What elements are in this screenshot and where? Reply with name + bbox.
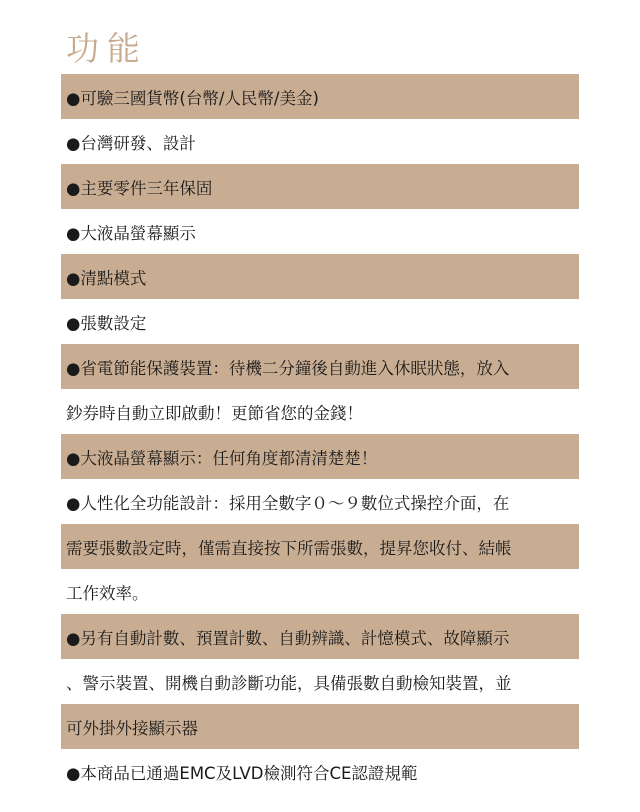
feature-row-auto-functions: ●另有自動計數、預置計數、自動辨識、計憶模式、故障顯示	[61, 614, 579, 659]
page-title: 功能	[66, 29, 148, 68]
feature-row-power-saving: ●省電節能保護裝置：待機二分鐘後自動進入休眠狀態，放入	[61, 344, 579, 389]
feature-row-auto-functions-cont: 、警示裝置、開機自動診斷功能，具備張數自動檢知裝置，並	[61, 659, 579, 704]
feature-row-ce-certification: ●本商品已通過EMC及LVD檢測符合CE認證規範	[61, 749, 579, 794]
feature-row-power-saving-cont: 鈔券時自動立即啟動！更節省您的金錢！	[61, 389, 579, 434]
feature-row-viewing-angle: ●大液晶螢幕顯示：任何角度都清清楚楚！	[61, 434, 579, 479]
feature-row-batch-setting: ●張數設定	[61, 299, 579, 344]
feature-row-count-mode: ●清點模式	[61, 254, 579, 299]
feature-row-external-display: 可外掛外接顯示器	[61, 704, 579, 749]
feature-row-keypad: ●人性化全功能設計：採用全數字０～９數位式操控介面，在	[61, 479, 579, 524]
feature-row-keypad-end: 工作效率。	[61, 569, 579, 614]
feature-row-lcd-display: ●大液晶螢幕顯示	[61, 209, 579, 254]
feature-row-taiwan-design: ●台灣研發、設計	[61, 119, 579, 164]
feature-list	[61, 74, 579, 794]
feature-row-keypad-cont: 需要張數設定時，僅需直接按下所需張數，提昇您收付、結帳	[61, 524, 579, 569]
feature-row-warranty: ●主要零件三年保固	[61, 164, 579, 209]
feature-row-currency: ●可驗三國貨幣(台幣/人民幣/美金)	[61, 74, 579, 119]
